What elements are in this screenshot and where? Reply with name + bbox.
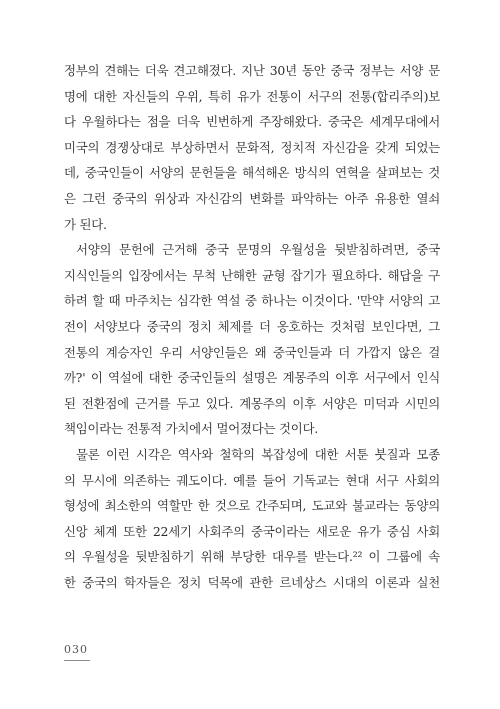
text-line: 물론 이런 시각은 역사와 철학의 복잡성에 대한 서툰 붓질과 모종 bbox=[76, 446, 440, 462]
page-body bbox=[64, 58, 440, 595]
text-line: 된 전환점에 근거를 두고 있다. 계몽주의 이후 서양은 미덕과 시민의 bbox=[64, 395, 440, 411]
text-line: 서양의 문헌에 근거해 중국 문명의 우월성을 뒷받침하려면, 중국 bbox=[76, 242, 440, 258]
page-number-rule bbox=[64, 660, 90, 661]
text-line: 전이 서양보다 중국의 정치 체제를 더 옹호하는 것처럼 보인다면, 그 bbox=[64, 318, 440, 334]
text-line: 지식인들의 입장에서는 무척 난해한 균형 잡기가 필요하다. 해답을 구 bbox=[64, 267, 440, 283]
text-line: 다 우월하다는 점을 더욱 빈번하게 주장해왔다. 중국은 세계무대에서 bbox=[64, 114, 440, 130]
paragraph-3 bbox=[64, 442, 440, 596]
text-line: 은 그런 중국의 위상과 자신감의 변화를 파악하는 아주 유용한 열쇠 bbox=[64, 190, 440, 206]
text-line: 의 무시에 의존하는 궤도이다. 예를 들어 기독교는 현대 서구 사회의 bbox=[64, 472, 440, 488]
text-line: 가 된다. bbox=[64, 216, 107, 232]
text-line: 책임이라는 전통적 가치에서 멀어졌다는 것이다. bbox=[64, 421, 319, 437]
text-line: 정부의 견해는 더욱 견고해졌다. 지난 30년 동안 중국 정부는 서양 문 bbox=[64, 63, 440, 78]
text-line: 하려 할 때 마주치는 심각한 역설 중 하나는 이것이다. '만약 서양의 고 bbox=[64, 293, 440, 309]
page-number: 030 bbox=[64, 643, 88, 656]
text-line: 신앙 체계 또한 22세기 사회주의 중국이라는 새로운 유가 중심 사회 bbox=[64, 523, 440, 539]
paragraph-1 bbox=[64, 58, 440, 237]
paragraph-2 bbox=[64, 237, 440, 442]
text-line: 형성에 최소한의 역할만 한 것으로 간주되며, 도교와 불교라는 동양의 bbox=[64, 498, 440, 514]
text-line: 미국의 경쟁상대로 부상하면서 문화적, 정치적 자신감을 갖게 되었는 bbox=[64, 139, 440, 155]
text-line: 명에 대한 자신들의 우위, 특히 유가 전통이 서구의 전통(합리주의)보 bbox=[64, 88, 440, 104]
text-line: 의 우월성을 뒷받침하기 위해 부당한 대우를 받는다.²² 이 그룹에 속 bbox=[64, 549, 440, 565]
text-line: 전통의 계승자인 우리 서양인들은 왜 중국인들과 더 가깝지 않은 걸 bbox=[64, 344, 440, 360]
text-line: 한 중국의 학자들은 정치 덕목에 관한 르네상스 시대의 이론과 실천 bbox=[64, 574, 440, 590]
text-line: 까?' 이 역설에 대한 중국인들의 설명은 계몽주의 이후 서구에서 인식 bbox=[64, 370, 440, 386]
text-line: 데, 중국인들이 서양의 문헌들을 해석해온 방식의 연혁을 살펴보는 것 bbox=[64, 165, 440, 181]
